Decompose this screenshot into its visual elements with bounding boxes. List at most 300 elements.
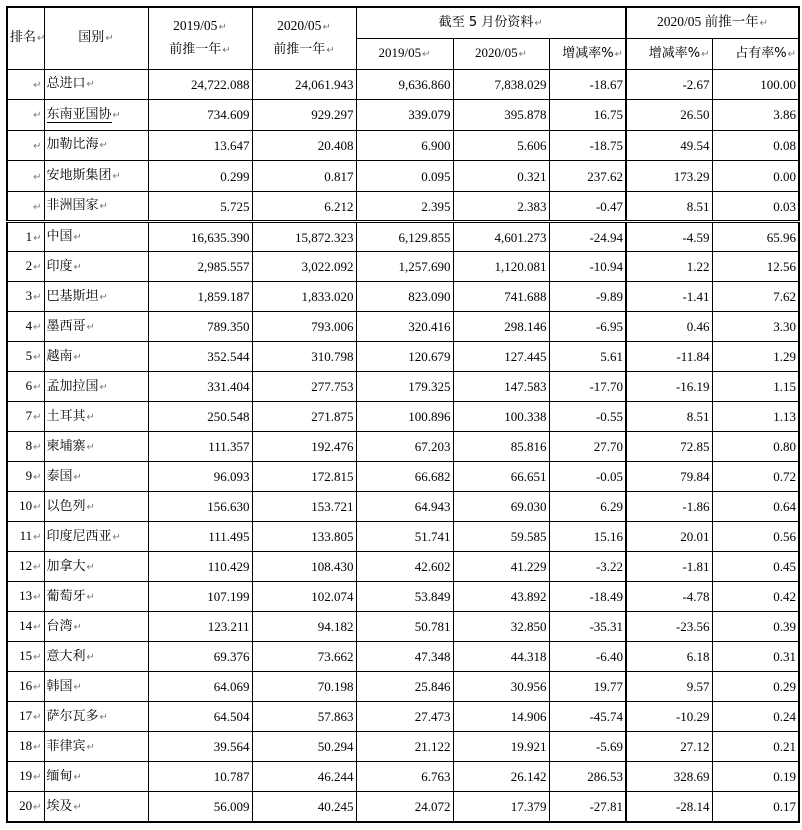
country-name: [44, 732, 148, 762]
value-2020-trailing-text: 929.297: [311, 107, 354, 123]
paragraph-mark: ↵: [33, 502, 42, 514]
value-2020-trailing: [252, 732, 356, 762]
value-2020-trailing-text: 70.198: [317, 679, 354, 695]
value-ytd-change: [549, 222, 626, 252]
value-trail-share-text: 100.00: [760, 76, 797, 92]
value-trail-share-text: 0.08: [773, 137, 797, 153]
rank-cell: [7, 552, 44, 582]
value-ytd-2020-text: 14.906: [510, 709, 547, 725]
value-2019-trailing-text: 111.495: [208, 529, 250, 545]
value-trail-change-text: 9.57: [686, 679, 710, 695]
value-ytd-change: [549, 492, 626, 522]
country-name-text: 韩国: [46, 678, 73, 694]
value-ytd-2019-text: 27.473: [414, 709, 451, 725]
value-ytd-change: [549, 432, 626, 462]
summary-row: [7, 130, 799, 161]
paragraph-mark: ↵: [73, 351, 82, 363]
value-ytd-change: [549, 642, 626, 672]
value-trail-change: [626, 100, 712, 131]
value-2020-trailing: [252, 702, 356, 732]
value-ytd-2019-text: 42.602: [414, 559, 451, 575]
table-row: [7, 372, 799, 402]
value-ytd-2019: [356, 552, 453, 582]
header-trailing-group: 2020/05 前推一年↵: [626, 7, 799, 38]
value-2020-trailing: [252, 582, 356, 612]
paragraph-mark: ↵: [33, 79, 42, 91]
value-2020-trailing-text: 20.408: [317, 137, 354, 153]
country-name: [44, 582, 148, 612]
value-ytd-2020-text: 5.606: [517, 137, 547, 153]
value-trail-change-text: 72.85: [680, 439, 710, 455]
paragraph-mark: ↵: [86, 79, 95, 91]
table-row: [7, 342, 799, 372]
value-ytd-2020: [453, 462, 549, 492]
table-row: [7, 402, 799, 432]
country-name: [44, 642, 148, 672]
value-ytd-change-text: 286.53: [587, 769, 624, 785]
value-2020-trailing: [252, 100, 356, 131]
value-2020-trailing: [252, 252, 356, 282]
value-trail-change-text: -4.59: [682, 229, 710, 245]
value-trail-change: [626, 372, 712, 402]
value-ytd-change-text: -5.69: [595, 739, 624, 755]
value-2019-trailing: [148, 402, 252, 432]
value-trail-change: [626, 130, 712, 161]
value-trail-share: [712, 252, 799, 282]
value-ytd-2019-text: 0.095: [421, 168, 451, 184]
table-row: [7, 642, 799, 672]
value-ytd-2019-text: 823.090: [408, 289, 451, 305]
value-ytd-2020: [453, 372, 549, 402]
value-ytd-2019: [356, 222, 453, 252]
value-2020-trailing: [252, 612, 356, 642]
value-2020-trailing-text: 15,872.323: [295, 229, 354, 245]
paragraph-mark: ↵: [33, 532, 42, 544]
value-2019-trailing: [148, 130, 252, 161]
value-ytd-change-text: -0.47: [595, 198, 624, 214]
paragraph-mark: ↵: [86, 561, 95, 573]
rank-cell: [7, 492, 44, 522]
country-name-text: 缅甸: [46, 768, 73, 784]
value-2020-trailing: [252, 432, 356, 462]
value-2020-trailing-text: 24,061.943: [295, 76, 354, 92]
value-ytd-2019-text: 339.079: [408, 107, 451, 123]
rank-cell: [7, 672, 44, 702]
value-ytd-change: [549, 130, 626, 161]
value-ytd-change-text: -6.40: [595, 649, 624, 665]
value-2019-trailing: [148, 191, 252, 222]
value-2020-trailing-text: 172.815: [311, 469, 354, 485]
country-name-text: 台湾: [46, 618, 73, 634]
value-ytd-2019-text: 6,129.855: [398, 229, 451, 245]
header-ytd-2019: 2019/05↵: [356, 38, 453, 69]
value-2019-trailing: [148, 762, 252, 792]
value-trail-share: [712, 792, 799, 822]
value-ytd-2020-text: 127.445: [504, 349, 547, 365]
value-2019-trailing: [148, 282, 252, 312]
value-2020-trailing-text: 57.863: [317, 709, 354, 725]
value-trail-change: [626, 732, 712, 762]
value-trail-share-text: 0.39: [773, 619, 797, 635]
value-ytd-2020: [453, 312, 549, 342]
value-ytd-2019-text: 9,636.860: [398, 76, 451, 92]
header-ytd-2020: 2020/05↵: [453, 38, 549, 69]
table-row: [7, 432, 799, 462]
paragraph-mark: ↵: [86, 321, 95, 333]
value-trail-share: [712, 522, 799, 552]
value-trail-change-text: 328.69: [673, 769, 710, 785]
value-ytd-2019-text: 24.072: [414, 799, 451, 815]
value-2020-trailing-text: 50.294: [317, 739, 354, 755]
value-2020-trailing: [252, 342, 356, 372]
value-ytd-2019: [356, 462, 453, 492]
value-ytd-2020-text: 298.146: [504, 319, 547, 335]
value-ytd-2019: [356, 402, 453, 432]
value-2020-trailing-text: 40.245: [317, 799, 354, 815]
value-2019-trailing-text: 13.647: [213, 137, 250, 153]
value-2020-trailing-text: 310.798: [311, 349, 354, 365]
country-name: [44, 100, 148, 131]
value-trail-change-text: 20.01: [680, 529, 710, 545]
value-trail-change-text: -1.41: [682, 289, 710, 305]
paragraph-mark: ↵: [112, 109, 121, 121]
value-2019-trailing: [148, 69, 252, 100]
value-trail-share-text: 3.30: [773, 319, 797, 335]
value-trail-change: [626, 642, 712, 672]
value-2019-trailing: [148, 522, 252, 552]
value-2020-trailing-text: 133.805: [311, 529, 354, 545]
value-ytd-change: [549, 552, 626, 582]
value-2020-trailing: [252, 130, 356, 161]
value-trail-share: [712, 552, 799, 582]
table-body: [7, 69, 799, 822]
value-ytd-2020-text: 44.318: [510, 649, 547, 665]
value-trail-share-text: 1.29: [773, 349, 797, 365]
value-2020-trailing: [252, 492, 356, 522]
table-row: [7, 732, 799, 762]
value-ytd-2019-text: 25.846: [414, 679, 451, 695]
value-ytd-2019-text: 51.741: [414, 529, 451, 545]
value-2019-trailing: [148, 342, 252, 372]
value-trail-share-text: 0.21: [773, 739, 797, 755]
table-row: [7, 762, 799, 792]
rank-cell: [7, 282, 44, 312]
summary-row: [7, 69, 799, 100]
country-name: [44, 282, 148, 312]
value-trail-change: [626, 702, 712, 732]
value-ytd-2019-text: 64.943: [414, 499, 451, 515]
value-trail-change-text: 8.51: [686, 198, 710, 214]
value-trail-change-text: -11.84: [676, 349, 710, 365]
value-trail-change: [626, 69, 712, 100]
value-2019-trailing: [148, 372, 252, 402]
value-ytd-2020: [453, 161, 549, 192]
value-ytd-change-text: -0.05: [595, 469, 624, 485]
value-ytd-change: [549, 402, 626, 432]
value-trail-share: [712, 100, 799, 131]
country-name: [44, 762, 148, 792]
paragraph-mark: ↵: [33, 352, 42, 364]
rank-text: 17: [19, 708, 33, 724]
country-name: [44, 69, 148, 100]
table-row: [7, 612, 799, 642]
value-2020-trailing-text: 271.875: [311, 409, 354, 425]
header-row-1: [7, 7, 799, 38]
rank-cell: [7, 612, 44, 642]
value-trail-share: [712, 672, 799, 702]
value-ytd-2020: [453, 732, 549, 762]
value-ytd-2020: [453, 672, 549, 702]
value-trail-change-text: 8.51: [686, 409, 710, 425]
country-name: [44, 462, 148, 492]
paragraph-mark: ↵: [33, 562, 42, 574]
value-2019-trailing-text: 96.093: [213, 469, 250, 485]
value-ytd-2020: [453, 642, 549, 672]
table-row: [7, 552, 799, 582]
value-2019-trailing-text: 111.357: [208, 439, 250, 455]
rank-text: 6: [25, 378, 33, 394]
paragraph-mark: ↵: [99, 201, 108, 213]
value-trail-change: [626, 432, 712, 462]
value-trail-share: [712, 312, 799, 342]
rank-text: 9: [25, 468, 33, 484]
value-2019-trailing-text: 64.504: [213, 709, 250, 725]
value-trail-share: [712, 492, 799, 522]
country-name-text: 意大利: [46, 648, 86, 664]
value-2019-trailing: [148, 582, 252, 612]
value-trail-change: [626, 552, 712, 582]
value-trail-change-text: 26.50: [680, 107, 710, 123]
value-ytd-2020: [453, 612, 549, 642]
value-ytd-2019: [356, 130, 453, 161]
value-trail-share-text: 1.15: [773, 379, 797, 395]
value-ytd-2020-text: 32.850: [510, 619, 547, 635]
country-name-text: 泰国: [46, 468, 73, 484]
value-trail-change: [626, 522, 712, 552]
table-row: [7, 222, 799, 252]
value-trail-share: [712, 69, 799, 100]
value-ytd-2020-text: 0.321: [517, 168, 547, 184]
value-trail-change: [626, 161, 712, 192]
value-ytd-2019: [356, 492, 453, 522]
rank-cell: [7, 161, 44, 192]
country-name-text: 土耳其: [46, 408, 86, 424]
rank-cell: [7, 372, 44, 402]
value-ytd-2019: [356, 642, 453, 672]
country-name: [44, 222, 148, 252]
value-trail-share-text: 0.80: [773, 439, 797, 455]
value-trail-share: [712, 702, 799, 732]
paragraph-mark: ↵: [33, 322, 42, 334]
value-ytd-2020-text: 100.338: [504, 409, 547, 425]
value-ytd-change: [549, 522, 626, 552]
value-ytd-change-text: 6.29: [600, 499, 624, 515]
value-2020-trailing: [252, 462, 356, 492]
value-ytd-change: [549, 282, 626, 312]
country-name-text: 巴基斯坦: [46, 288, 99, 304]
value-2020-trailing: [252, 191, 356, 222]
value-ytd-2020: [453, 702, 549, 732]
value-ytd-change-text: -6.95: [595, 319, 624, 335]
value-trail-share-text: 0.17: [773, 799, 797, 815]
value-2020-trailing-text: 73.662: [317, 649, 354, 665]
value-ytd-2020-text: 66.651: [510, 469, 547, 485]
value-ytd-2020: [453, 130, 549, 161]
header-ytd-group: 截至 5 月份资料↵: [356, 7, 626, 38]
value-trail-change: [626, 792, 712, 822]
country-name-text: 安地斯集团: [46, 168, 112, 184]
rank-text: 12: [19, 558, 33, 574]
summary-row: [7, 100, 799, 131]
value-2019-trailing-text: 2,985.557: [197, 259, 250, 275]
value-ytd-2020: [453, 762, 549, 792]
rank-text: 18: [19, 738, 33, 754]
rank-cell: [7, 582, 44, 612]
country-name-text: 越南: [46, 348, 73, 364]
country-name: [44, 130, 148, 161]
rank-text: 16: [19, 678, 33, 694]
paragraph-mark: ↵: [99, 711, 108, 723]
value-ytd-2019-text: 100.896: [408, 409, 451, 425]
value-ytd-2019: [356, 69, 453, 100]
table-row: [7, 492, 799, 522]
value-2020-trailing-text: 94.182: [317, 619, 354, 635]
rank-cell: [7, 69, 44, 100]
country-name-text: 菲律宾: [46, 738, 86, 754]
paragraph-mark: ↵: [86, 501, 95, 513]
value-2020-trailing-text: 108.430: [311, 559, 354, 575]
value-ytd-change: [549, 100, 626, 131]
value-2020-trailing: [252, 672, 356, 702]
value-ytd-2020-text: 85.816: [510, 439, 547, 455]
value-ytd-2019: [356, 582, 453, 612]
value-ytd-2019: [356, 342, 453, 372]
rank-text: 1: [25, 228, 33, 244]
summary-row: [7, 161, 799, 192]
rank-cell: [7, 402, 44, 432]
value-trail-share: [712, 130, 799, 161]
value-trail-change-text: -4.78: [682, 589, 710, 605]
value-2019-trailing-text: 250.548: [207, 409, 250, 425]
value-trail-change-text: -10.29: [675, 709, 710, 725]
value-trail-change: [626, 191, 712, 222]
paragraph-mark: ↵: [33, 442, 42, 454]
value-ytd-change-text: -24.94: [589, 229, 624, 245]
rank-cell: [7, 792, 44, 822]
value-ytd-change: [549, 702, 626, 732]
value-2020-trailing: [252, 522, 356, 552]
value-2020-trailing: [252, 161, 356, 192]
value-ytd-2020-text: 4,601.273: [494, 229, 547, 245]
value-2019-trailing: [148, 492, 252, 522]
value-2019-trailing-text: 24,722.088: [191, 76, 250, 92]
rank-cell: [7, 732, 44, 762]
value-ytd-2020-text: 19.921: [510, 739, 547, 755]
value-trail-change: [626, 612, 712, 642]
table-row: [7, 702, 799, 732]
rank-cell: [7, 100, 44, 131]
value-ytd-change: [549, 612, 626, 642]
value-trail-change-text: -2.67: [682, 76, 710, 92]
country-name-text: 加勒比海: [46, 137, 99, 153]
value-ytd-2020: [453, 100, 549, 131]
table-row: [7, 282, 799, 312]
value-ytd-change-text: -17.70: [589, 379, 624, 395]
paragraph-mark: ↵: [33, 412, 42, 424]
value-ytd-2020: [453, 342, 549, 372]
value-ytd-2019: [356, 252, 453, 282]
value-2020-trailing: [252, 312, 356, 342]
value-trail-share-text: 0.45: [773, 559, 797, 575]
value-ytd-2019: [356, 612, 453, 642]
value-ytd-2020-text: 17.379: [510, 799, 547, 815]
value-ytd-2020: [453, 191, 549, 222]
rank-cell: [7, 222, 44, 252]
paragraph-mark: ↵: [86, 741, 95, 753]
paragraph-mark: ↵: [33, 262, 42, 274]
header-trail-change: 增减率%↵: [626, 38, 712, 69]
value-2019-trailing-text: 734.609: [207, 107, 250, 123]
paragraph-mark: ↵: [33, 232, 42, 244]
country-name-text: 非洲国家: [46, 198, 99, 214]
value-ytd-2019: [356, 702, 453, 732]
paragraph-mark: ↵: [33, 472, 42, 484]
paragraph-mark: ↵: [33, 772, 42, 784]
country-name-text: 柬埔寨: [46, 438, 86, 454]
value-2019-trailing: [148, 222, 252, 252]
value-trail-share-text: 12.56: [766, 259, 797, 275]
value-ytd-change-text: -10.94: [589, 259, 624, 275]
value-trail-change-text: 49.54: [680, 137, 710, 153]
value-trail-change: [626, 462, 712, 492]
value-ytd-change: [549, 252, 626, 282]
value-trail-share: [712, 372, 799, 402]
value-ytd-2020: [453, 222, 549, 252]
rank-text: 10: [19, 498, 33, 514]
value-2020-trailing: [252, 642, 356, 672]
value-ytd-2019-text: 320.416: [408, 319, 451, 335]
paragraph-mark: ↵: [86, 651, 95, 663]
rank-text: 4: [25, 318, 33, 334]
paragraph-mark: ↵: [33, 201, 42, 213]
value-ytd-change-text: 5.61: [600, 349, 624, 365]
country-name-text: 印度: [46, 258, 73, 274]
value-ytd-2019: [356, 282, 453, 312]
value-2020-trailing: [252, 69, 356, 100]
rank-text: 11: [19, 528, 33, 544]
paragraph-mark: ↵: [33, 712, 42, 724]
table-row: [7, 792, 799, 822]
country-name-text: 葡萄牙: [46, 588, 86, 604]
paragraph-mark: ↵: [99, 381, 108, 393]
paragraph-mark: ↵: [33, 110, 42, 122]
value-2020-trailing-text: 192.476: [311, 439, 354, 455]
paragraph-mark: ↵: [33, 742, 42, 754]
rank-text: 7: [25, 408, 33, 424]
value-ytd-2019-text: 179.325: [408, 379, 451, 395]
value-trail-change: [626, 582, 712, 612]
value-2019-trailing-text: 0.299: [220, 168, 250, 184]
value-trail-change: [626, 342, 712, 372]
value-2020-trailing-text: 46.244: [317, 769, 354, 785]
value-ytd-change-text: -18.67: [589, 76, 624, 92]
value-ytd-2019: [356, 191, 453, 222]
value-ytd-2019: [356, 792, 453, 822]
value-ytd-2020: [453, 252, 549, 282]
value-2020-trailing-text: 1,833.020: [301, 289, 354, 305]
value-2019-trailing: [148, 252, 252, 282]
paragraph-mark: ↵: [73, 232, 82, 244]
